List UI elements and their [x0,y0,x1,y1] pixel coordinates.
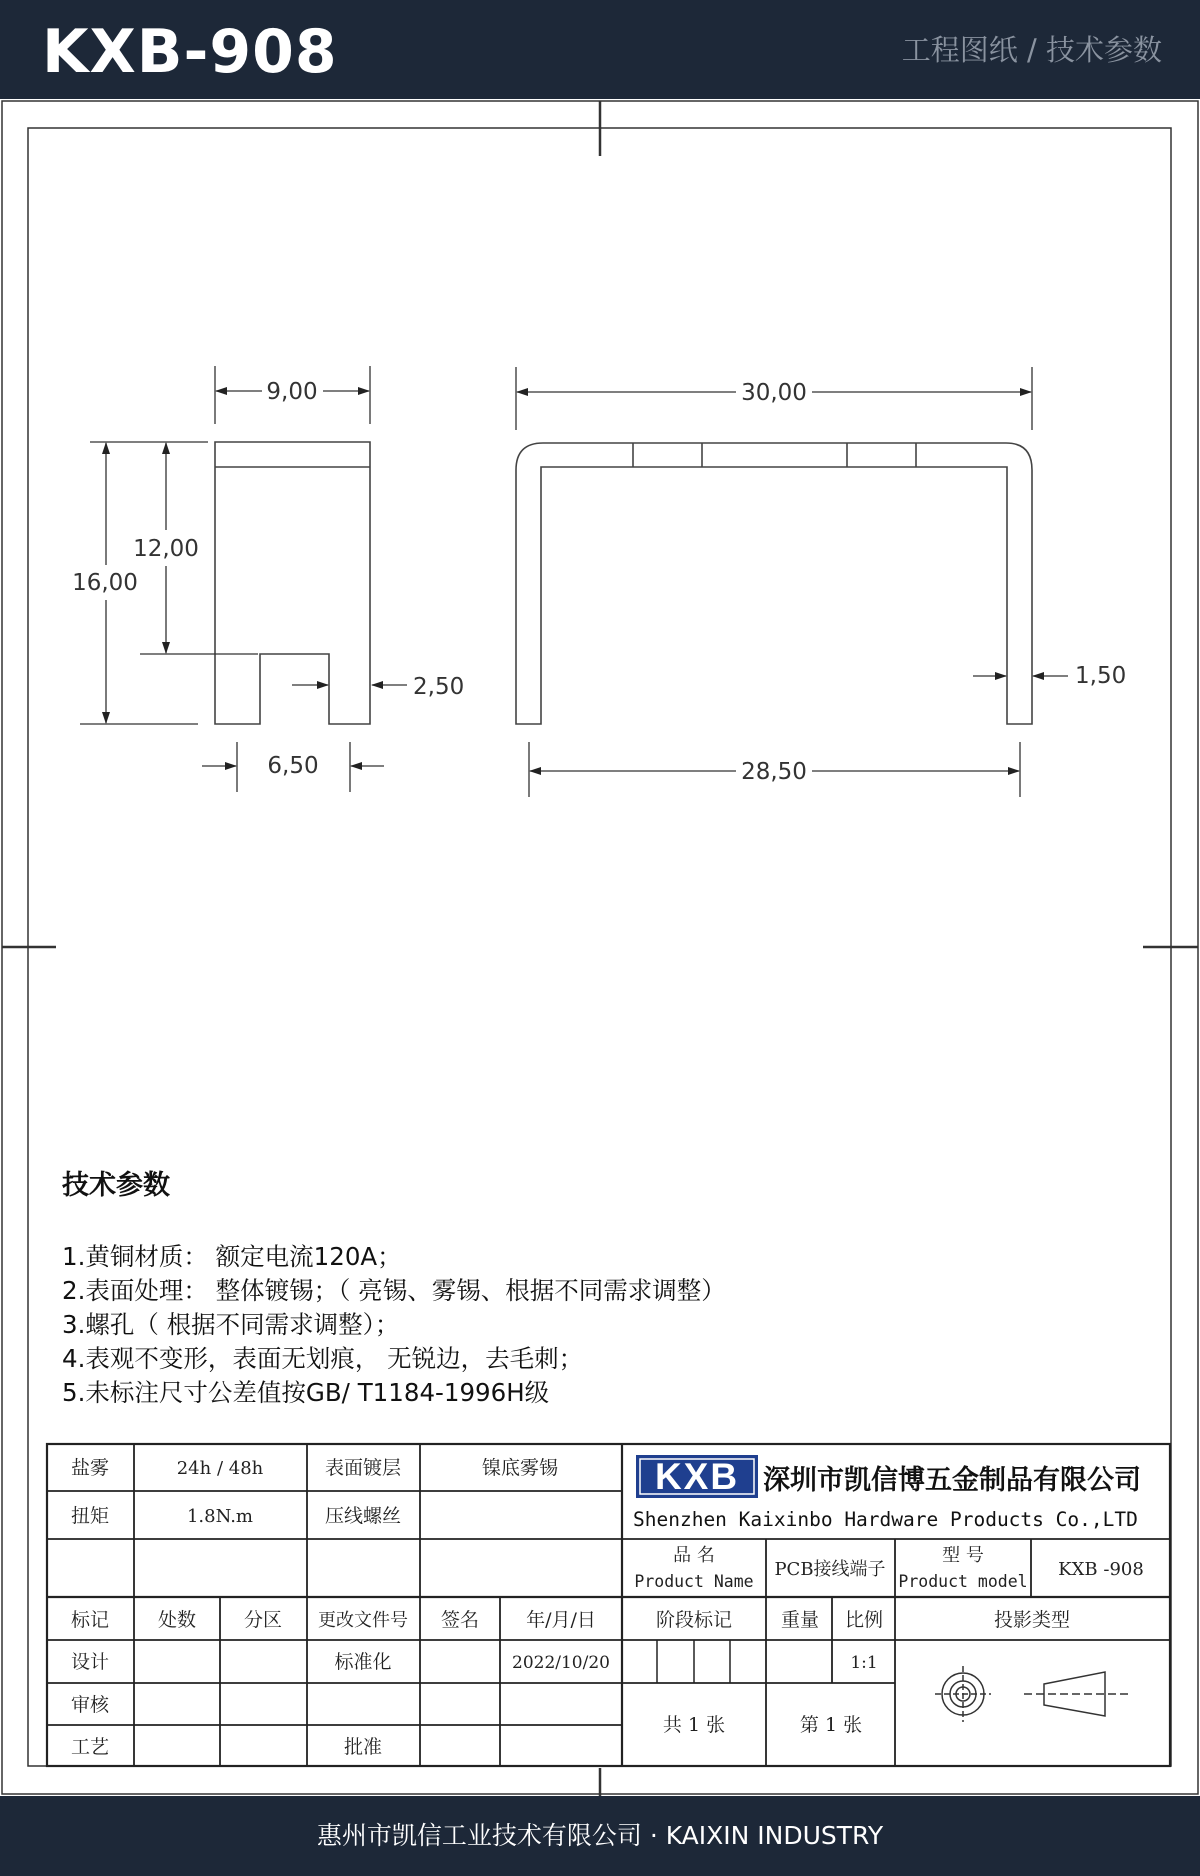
company-name-en: Shenzhen Kaixinbo Hardware Products Co.,LTD [633,1508,1138,1531]
dim-thickness: 1,50 [1075,663,1127,689]
plating-value: 镍底雾锡 [481,1457,559,1479]
rev-header-zone: 分区 [243,1609,283,1631]
spec-item: 4.表观不变形，表面无划痕， 无锐边，去毛刺； [62,1344,584,1373]
side-view-dim-labels [72,379,464,779]
dim-side-height-top: 12,00 [133,536,199,562]
dim-slot-width: 6,50 [267,753,319,779]
front-view-dimensions [516,367,1068,797]
model-title: KXB-908 [42,17,338,87]
specs-list [62,1240,726,1410]
product-name-label-en: Product Name [634,1572,754,1591]
logo-text: KXB [654,1456,740,1497]
scale-value: 1:1 [850,1653,878,1673]
scale-label: 比例 [844,1609,884,1631]
projection-label: 投影类型 [993,1609,1071,1631]
plating-label: 表面镀层 [324,1457,402,1479]
approve-label: 批准 [343,1736,383,1758]
rev-header-sign: 签名 [440,1609,480,1631]
review-label: 审核 [70,1694,110,1716]
standardize-label: 标准化 [334,1651,392,1673]
rev-header-doc: 更改文件号 [318,1610,408,1631]
dim-slot-gap: 2,50 [413,674,465,700]
model-label-en: Product model [898,1572,1028,1591]
model-label-cn: 型 号 [942,1545,984,1566]
wire-screw-label: 压线螺丝 [324,1505,402,1527]
rev-header-mark: 标记 [70,1609,110,1631]
weight-label: 重量 [780,1609,820,1631]
kxb-logo [636,1455,758,1498]
sheets-total: 共 1 张 [662,1714,726,1736]
spec-item: 3.螺孔（ 根据不同需求调整）； [62,1310,400,1339]
stage-mark-label: 阶段标记 [655,1609,733,1631]
date-value: 2022/10/20 [512,1653,610,1673]
product-name-label-cn: 品 名 [673,1545,715,1566]
spec-item: 2.表面处理： 整体镀锡；（ 亮锡、雾锡、根据不同需求调整） [62,1276,726,1305]
salt-spray-value: 24h / 48h [176,1458,264,1479]
design-label: 设计 [70,1651,110,1673]
footer-bar: 惠州市凯信工业技术有限公司 · KAIXIN INDUSTRY [0,1796,1200,1876]
process-label: 工艺 [70,1736,110,1758]
side-view [215,442,370,724]
salt-spray-label: 盐雾 [70,1457,110,1479]
projection-symbol-icon [935,1666,1128,1722]
dim-side-width: 9,00 [266,379,318,405]
rev-header-date: 年/月/日 [526,1609,596,1631]
specs-title: 技术参数 [62,1170,170,1201]
dim-front-length: 30,00 [741,380,807,406]
spec-item: 5.未标注尺寸公差值按GB/ T1184-1996H级 [62,1378,550,1407]
torque-label: 扭矩 [70,1505,110,1527]
dim-side-height-total: 16,00 [72,570,138,596]
sheet-number: 第 1 张 [799,1714,863,1736]
rev-header-count: 处数 [157,1609,197,1631]
drawing-frame [2,101,1198,1796]
dim-front-inner: 28,50 [741,759,807,785]
torque-value: 1.8N.m [186,1506,254,1527]
spec-item: 1.黄铜材质： 额定电流120A； [62,1242,402,1271]
front-view-dim-labels [741,380,1126,785]
header-subtitle: 工程图纸 / 技术参数 [901,33,1162,67]
title-block-text [71,1457,1144,1758]
company-name-cn: 深圳市凯信博五金制品有限公司 [763,1465,1141,1496]
front-view [516,443,1032,724]
product-name-value: PCB接线端子 [774,1559,886,1580]
model-value: KXB -908 [1058,1559,1144,1580]
